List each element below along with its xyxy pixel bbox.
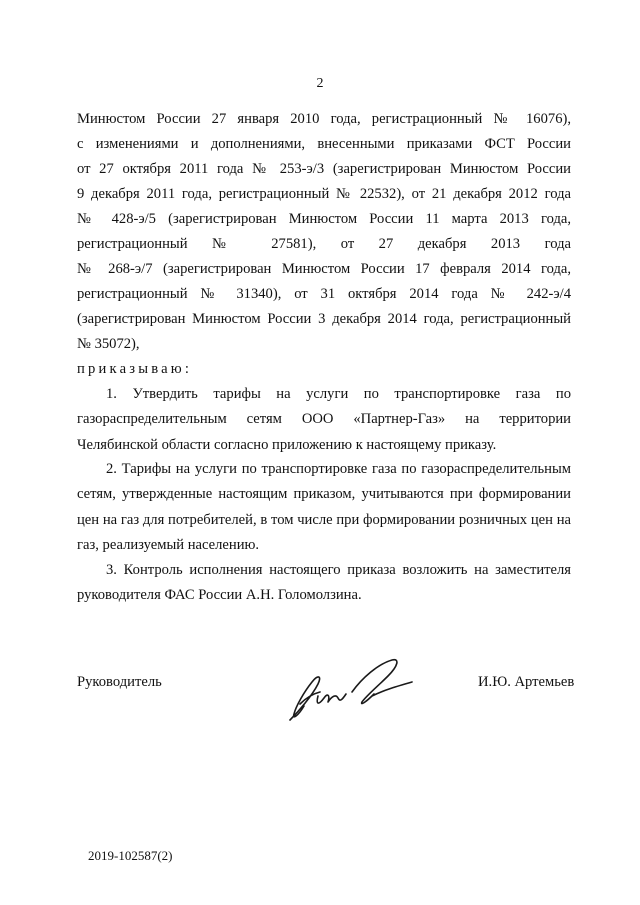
preamble-line: от 27 октября 2011 года № 253-э/3 (зарегистрирован Минюстом России xyxy=(77,161,571,177)
preamble-line: с изменениями и дополнениями, внесенными приказами ФСТ России xyxy=(77,136,571,152)
document-number: 2019-102587(2) xyxy=(88,848,173,863)
order-item-3: 3. Контроль исполнения настоящего приказа возложить на заместителя руководителя ФАС России А.Н. Голомолзина. xyxy=(77,562,571,604)
preamble-line: № 268-э/7 (зарегистрирован Минюстом России 17 февраля 2014 года, xyxy=(77,261,571,277)
order-word: приказываю: xyxy=(77,361,193,377)
page-number: 2 xyxy=(316,76,324,91)
preamble-line: № 35072), xyxy=(77,336,140,352)
signature-image xyxy=(282,656,414,724)
preamble-line: регистрационный № 31340), от 31 октября 2014 года № 242-э/4 xyxy=(77,286,571,302)
preamble-line: (зарегистрирован Минюстом России 3 декабря 2014 года, регистрационный xyxy=(77,311,571,327)
preamble-line: регистрационный № 27581), от 27 декабря 2013 года xyxy=(77,236,571,252)
preamble-line: № 428-э/5 (зарегистрирован Минюстом России 11 марта 2013 года, xyxy=(77,211,571,227)
signatory-name: И.Ю. Артемьев xyxy=(478,674,575,690)
preamble-line: 9 декабря 2011 года, регистрационный № 22532), от 21 декабря 2012 года xyxy=(77,186,571,202)
order-item-2: 2. Тарифы на услуги по транспортировке газа по газораспределительным сетям, утвержденные настоящим приказом, учитываются при формировании цен на газ для потребителей, в том числе при формировании розничных цен на газ, реализуемый населению. xyxy=(77,461,571,553)
signatory-title: Руководитель xyxy=(77,674,162,690)
preamble-line: Минюстом России 27 января 2010 года, регистрационный № 16076), xyxy=(77,111,571,127)
order-item-1: 1. Утвердить тарифы на услуги по транспортировке газа по газораспределительным сетям ООО «Партнер-Газ» на территории Челябинской области согласно приложению к настоящему приказу. xyxy=(77,386,571,453)
